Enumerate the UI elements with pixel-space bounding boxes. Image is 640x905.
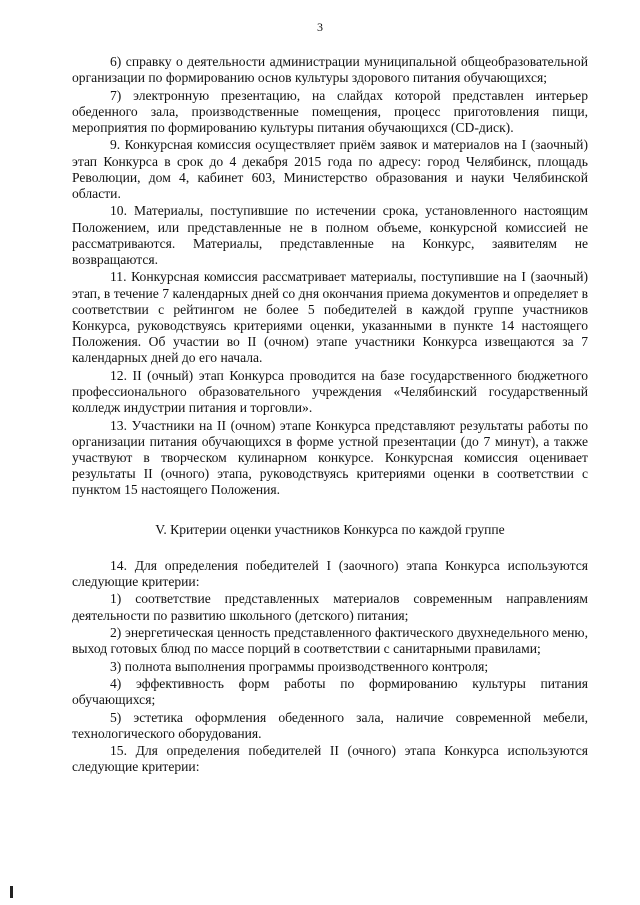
paragraph: 7) электронную презентацию, на слайдах которой представлен интерьер обеденного зала, производственные помещения, процесс приготовления пищи, мероприятия по формированию культуры питания обучающихся (CD-диск).	[72, 87, 588, 135]
paragraph: 15. Для определения победителей II (очного) этапа Конкурса используются следующие критерии:	[72, 743, 588, 775]
paragraph: 11. Конкурсная комиссия рассматривает материалы, поступившие на I (заочный) этап, в течение 7 календарных дней со дня окончания приема документов и определяет в соответствии с рейтингом не более 5 победителей в каждой группе участников Конкурса, руководствуясь критериями оценки, указанными в пункте 14 настоящего Положения. Об участии во II (очном) этапе участники Конкурса извещаются за 7 календарных дней до его начала.	[72, 269, 588, 366]
page-number: 3	[317, 20, 323, 34]
paragraph: 13. Участники на II (очном) этапе Конкурса представляют результаты работы по организации питания обучающихся в форме устной презентации (до 7 минут), а также участвуют в творческом кулинарном конкурсе. Конкурсная комиссия оценивает результаты II (очного) этапа, руководствуясь критериями оценки в соответствии с пунктом 15 настоящего Положения.	[72, 417, 588, 498]
document-body	[72, 54, 588, 777]
list-item: 2) энергетическая ценность представленного фактического двухнедельного меню, выход готовых блюд по массе порций в соответствии с санитарными правилами;	[72, 625, 588, 657]
list-item: 1) соответствие представленных материалов современным направлениям деятельности по развитию школьного (детского) питания;	[72, 591, 588, 623]
list-item: 4) эффективность форм работы по формированию культуры питания обучающихся;	[72, 675, 588, 708]
paragraph: 12. II (очный) этап Конкурса проводится на базе государственного бюджетного профессионального образовательного учреждения «Челябинский государственный колледж индустрии питания и торговли».	[72, 367, 588, 416]
section-heading: V. Критерии оценки участников Конкурса по каждой группе	[155, 521, 505, 537]
scan-edge-mark	[10, 886, 13, 898]
list-item: 5) эстетика оформления обеденного зала, наличие современной мебели, технологического оборудования.	[72, 709, 588, 741]
paragraph: 9. Конкурсная комиссия осуществляет приём заявок и материалов на I (заочный) этап Конкурса в срок до 4 декабря 2015 года по адресу: город Челябинск, площадь Революции, дом 4, кабинет 603, Министерство образования и науки Челябинской области.	[72, 137, 588, 201]
list-item: 3) полнота выполнения программы производственного контроля;	[110, 658, 489, 674]
paragraph: 6) справку о деятельности администрации муниципальной общеобразовательной организации по формированию основ культуры здорового питания обучающихся;	[72, 54, 588, 86]
paragraph: 10. Материалы, поступившие по истечении срока, установленного настоящим Положением, или представленные не в полном объеме, конкурсной комиссией не рассматриваются. Материалы, представленные на Конкурс, заявителям не возвращаются.	[72, 203, 588, 267]
paragraph: 14. Для определения победителей I (заочного) этапа Конкурса используются следующие критерии:	[72, 557, 588, 590]
